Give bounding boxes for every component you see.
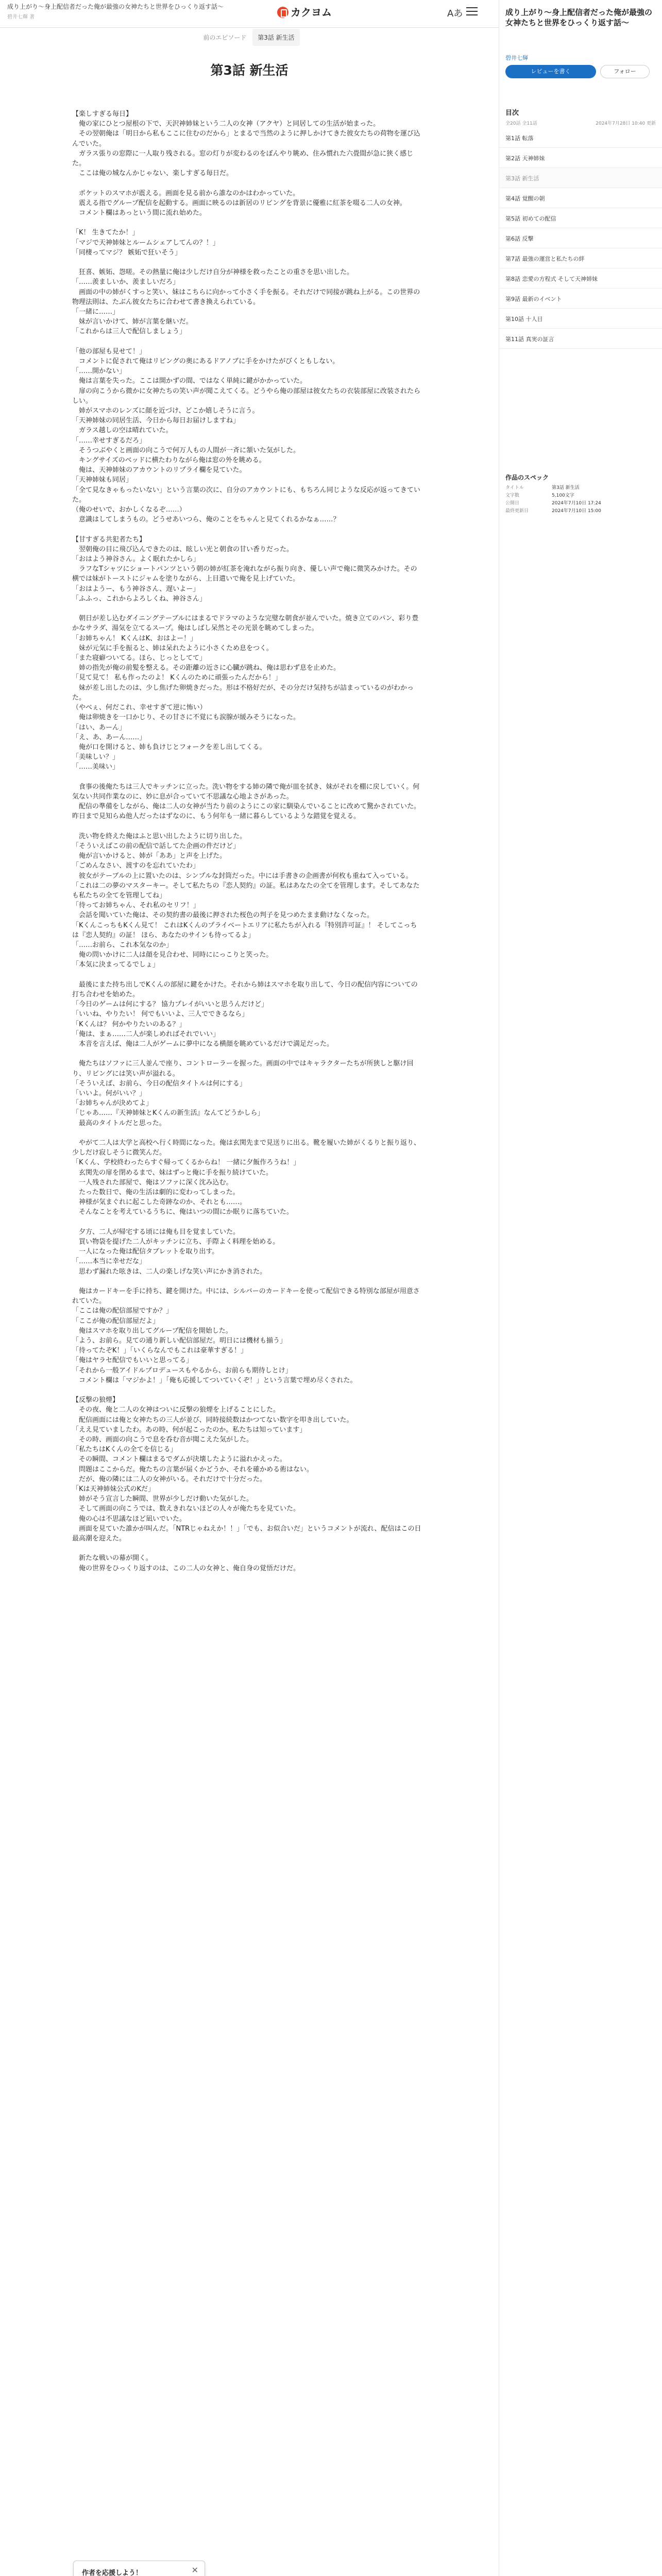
- cheer-popup: [73, 2561, 205, 2576]
- body-paragraph: 「全て見なきゃもったいない」という言葉の次に、自分のアカウントにも、もちろん同じような反応が返ってきていた。: [72, 486, 420, 504]
- body-paragraph: 俺の問いかけに二人は顔を見合わせ、同時ににっこりと笑った。: [72, 951, 273, 959]
- body-paragraph: 「Kくん、学校終わったらすぐ帰ってくるからね！ 一緒に夕飯作ろうね！」: [72, 1159, 300, 1167]
- body-paragraph: ここは俺の城なんかじゃない、楽しすぎる毎日だ。: [72, 170, 233, 178]
- review-button[interactable]: レビューを書く: [505, 65, 596, 78]
- body-paragraph: [72, 970, 422, 980]
- body-paragraph: ガラス張りの窓際に一人取り残される。窓の灯りが変わるのをぼんやり眺め、住み慣れた六畳間が急に狭く感じた。: [72, 149, 414, 168]
- body-paragraph: 意識はしてしまうもの。どうせあいつら、俺のことをちゃんと見てくれるかなぁ……？: [72, 516, 340, 524]
- body-paragraph: 最高のタイトルだと思った。: [72, 1119, 166, 1127]
- body-paragraph: 翌朝俺の目に飛び込んできたのは、眩しい光と朝食の甘い香りだった。: [72, 545, 294, 553]
- body-paragraph: 「お姉ちゃん！ KくんはK、おはよー！」: [72, 634, 197, 642]
- body-paragraph: [72, 1217, 422, 1227]
- body-paragraph: 俺の世界をひっくり返すのは、この二人の女神と、俺自身の覚悟だけだ。: [72, 1564, 300, 1572]
- sidebar-author-link[interactable]: 碧井七輝: [505, 55, 528, 61]
- body-paragraph: 俺は卵焼きを一口かじり、その甘さに不覚にも涙腺が緩みそうになった。: [72, 714, 300, 722]
- body-paragraph: 玄関先の扉を閉めるまで、妹はずっと俺に手を振り続けていた。: [72, 1168, 273, 1177]
- body-paragraph: ポケットのスマホが震える。画面を見る前から誰なのかはわかっていた。: [72, 189, 300, 197]
- toc-item[interactable]: 第6話 反撃: [499, 228, 662, 248]
- body-paragraph: 配信画面には俺と女神たちの三人が並び、同時接続数はかつてない数字を叩き出していた。: [72, 1416, 353, 1424]
- toc-item[interactable]: 第1話 転落: [499, 128, 662, 148]
- body-paragraph: 「おはよう神谷さん。よく眠れたかしら」: [72, 555, 200, 564]
- author-link[interactable]: 碧井七輝 著: [7, 14, 35, 20]
- body-paragraph: [72, 772, 422, 782]
- body-paragraph: 妹が元気に手を振ると、姉は呆れたように小さくため息をつく。: [72, 644, 273, 652]
- toc-item[interactable]: 第9話 最新のイベント: [499, 289, 662, 309]
- body-paragraph: 姉の指先が俺の前髪を整える。その距離の近さに心臓が跳ね、俺は思わず息を止めた。: [72, 664, 341, 672]
- spec-key: タイトル: [505, 485, 524, 490]
- body-paragraph: [72, 524, 422, 534]
- toc-item[interactable]: 第11話 真実の証言: [499, 329, 662, 349]
- body-paragraph: [72, 1544, 422, 1553]
- follow-button[interactable]: フォロー: [600, 65, 650, 78]
- body-paragraph: 「マジで天神姉妹とルームシェアしてんの？！」: [72, 239, 219, 247]
- spec-value: 2024年7月10日 17:24: [552, 501, 601, 506]
- body-paragraph: [72, 178, 422, 188]
- body-paragraph: 「はい、あーん」: [72, 723, 126, 732]
- body-paragraph: 「待ってたぞK！」「いくらなんでもこれは豪華すぎる！」: [72, 1347, 248, 1355]
- body-paragraph: 「同棲ってマジ？ 嫉妬で狂いそう」: [72, 248, 182, 257]
- body-paragraph: そして画面の向こうでは、数えきれないほどの人々が俺たちを見ていた。: [72, 1505, 300, 1513]
- body-paragraph: 「……本当に幸せだな」: [72, 1258, 146, 1266]
- body-paragraph: 俺たちはソファに三人並んで座り、コントローラーを握った。画面の中ではキャラクターたちが所狭しと駆け回り、リビングには笑い声が溢れる。: [72, 1060, 414, 1078]
- prev-episode-link[interactable]: 前のエピソード: [203, 34, 247, 41]
- body-paragraph: 「Kは天神姉妹公式のKだ」: [72, 1485, 155, 1494]
- body-paragraph: （俺のせいで、おかしくなるぞ……）: [72, 506, 186, 514]
- spec-key: 最終更新日: [505, 509, 529, 514]
- body-paragraph: 狂喜、嫉妬、怨嗟。その熱量に俺は少しだけ自分が神様を救ったことの重さを思い出した。: [72, 268, 354, 277]
- spec-value: 第3話 新生活: [552, 485, 580, 490]
- body-paragraph: [72, 822, 422, 832]
- body-paragraph: [72, 1128, 422, 1138]
- body-paragraph: 「……美味い」: [72, 763, 120, 771]
- body-paragraph: 「今日のゲームは何にする？ 協力プレイがいいと思うんだけど」: [72, 1001, 268, 1009]
- body-paragraph: 「俺はヤラセ配信でもいいと思ってる」: [72, 1357, 193, 1365]
- body-paragraph: 「ここが俺の配信部屋だよ」: [72, 1317, 160, 1325]
- episode-body: [72, 109, 422, 1573]
- toc-count: 全20話 全11話: [505, 121, 537, 126]
- body-paragraph: [72, 1385, 422, 1395]
- body-paragraph: [72, 218, 422, 228]
- body-paragraph: 朝日が差し込むダイニングテーブルにはまるでドラマのような完璧な朝食が並んでいた。焼き立てのパン、彩り豊かなサラダ、湯気を立てるスープ。俺はしばし呆然とその光景を眺めてしまった。: [72, 615, 419, 633]
- body-paragraph: 「そういえば、お前ら、今日の配信タイトルは何にする」: [72, 1079, 246, 1088]
- body-paragraph: 「ふふっ、これからよろしくね、神谷さん」: [72, 595, 207, 603]
- body-paragraph: 妹が差し出したのは、少し焦げた卵焼きだった。形は不格好だが、その分だけ気持ちが詰まっているのがわかった。: [72, 684, 414, 702]
- body-paragraph: 食事の後俺たちは三人でキッチンに立った。洗い物をする姉の隣で俺が皿を拭き、妹がそれを棚に戻していく。何気ない共同作業なのに、妙に息が合っていて不思議な心地よさがあった。: [72, 783, 420, 801]
- body-paragraph: 扉の向こうから微かに女神たちの笑い声が聞こえてくる。どうやら俺の部屋は彼女たちの衣装部屋に改装されたらしい。: [72, 387, 421, 405]
- body-paragraph: 「え、あ、あーん……」: [72, 733, 146, 741]
- body-paragraph: 一人残された部屋で、俺はソファに深く沈み込む。: [72, 1178, 233, 1187]
- spec-heading: 作品のスペック: [505, 474, 549, 481]
- body-paragraph: 配信の準備をしながら、俺は二人の女神が当たり前のようにこの家に馴染んでいることに改めて驚かされていた。昨日まで見知らぬ他人だったはずなのに、もう何年も一緒に暮らしているような錯覚を覚える。: [72, 803, 421, 821]
- body-paragraph: 「俺は、まぁ……二人が楽しめればそれでいい」: [72, 1030, 220, 1038]
- body-paragraph: その夜、俺と二人の女神はついに反撃の狼煙を上げることにした。: [72, 1406, 280, 1414]
- body-paragraph: コメントに促されて俺はリビングの奥にあるドアノブに手をかけたがびくともしない。: [72, 358, 340, 366]
- body-paragraph: 「天神姉妹も同居」: [72, 476, 133, 484]
- body-paragraph: [72, 337, 422, 347]
- body-paragraph: 最後にまた持ち出しでKくんの部屋に鍵をかけた。それから姉はスマホを取り出して、今日の配信内容についての打ち合わせを始めた。: [72, 980, 418, 998]
- body-paragraph: 「K！ 生きてたか！」: [72, 229, 139, 237]
- body-paragraph: [72, 1277, 422, 1286]
- body-paragraph: 「ええ見ていましたわ。あの時、何が起こったのか。私たちは知っています」: [72, 1426, 307, 1434]
- body-paragraph: 「よう、お前ら。見ての通り新しい配信部屋だ。明日には機材も揃う」: [72, 1336, 287, 1345]
- spec-list: [505, 484, 656, 515]
- toc-item[interactable]: 第8話 恋愛の方程式 そして天神姉妹: [499, 268, 662, 289]
- body-paragraph: 「見て見て！ 私も作ったのよ！ Kくんのために頑張ったんだから！」: [72, 674, 282, 682]
- body-paragraph: そんなことを考えているうちに、俺はいつの間にか眠りに落ちていた。: [72, 1208, 293, 1216]
- toc-item[interactable]: 第4話 覚醒の朝: [499, 188, 662, 208]
- body-paragraph: 「いいよ。何がいい？」: [72, 1089, 146, 1097]
- spec-key: 文字数: [505, 493, 520, 498]
- body-paragraph: 俺が言いかけると、姉が「ああ」と声を上げた。: [72, 852, 227, 860]
- site-logo[interactable]: [277, 4, 332, 19]
- cheer-popup-title: 作者を応援しよう！: [82, 2569, 143, 2576]
- body-paragraph: ラフなTシャツにショートパンツという朝の姉が紅茶を淹れながら振り向き、優しい声で俺に微笑みかけた。その横では妹がトーストにジャムを塗りながら、上目遣いで俺を見上げていた。: [72, 565, 417, 583]
- body-paragraph: 画面の中の姉がくすっと笑い、妹はこちらに向かって小さく手を振る。それだけで同接が跳ね上がる。この世界の物理法則は、たぶん彼女たちに合わせて書き換えられている。: [72, 288, 420, 306]
- toc-heading: 目次: [505, 109, 519, 117]
- body-paragraph: 夕方、二人が帰宅する頃には俺も目を覚ましていた。: [72, 1228, 240, 1236]
- body-paragraph: 画面を見ていた誰かが叫んだ。「NTRじゃねえか！！」「でも、お似合いだ」というコメントが流れ、配信はこの日最高潮を迎えた。: [72, 1524, 421, 1543]
- body-paragraph: そうつぶやくと画面の向こうで何万人もの人間が一斉に頷いた気がした。: [72, 446, 300, 454]
- body-paragraph: 妹が言いかけて、姉が言葉を継いだ。: [72, 318, 193, 326]
- body-paragraph: だが、俺の隣には二人の女神がいる。それだけで十分だった。: [72, 1475, 267, 1483]
- body-paragraph: [72, 258, 422, 267]
- body-paragraph: 俺の心は不思議なほど凪いでいた。: [72, 1515, 186, 1523]
- body-paragraph: （やべぇ、何だこれ、幸せすぎて逆に怖い）: [72, 704, 207, 712]
- body-paragraph: 「天神姉妹の同居生活、今日から毎日お届けしますね」: [72, 417, 240, 425]
- hamburger-icon[interactable]: [466, 7, 478, 15]
- body-paragraph: コメント欄は「マジかよ！」「俺も応援してついていくぞ！」という言葉で埋め尽くされた。: [72, 1376, 357, 1384]
- body-paragraph: 彼女がテーブルの上に置いたのは、シンプルな封筒だった。中には手書きの企画書が何枚も重ねて入っている。: [72, 872, 413, 880]
- sidebar-work-title[interactable]: 成り上がり〜身上配信者だった俺が最強の女神たちと世界をひっくり返す話〜: [505, 8, 653, 27]
- body-paragraph: 俺はカードキーを手に持ち、鍵を開けた。中には、シルバーのカードキーを使って配信できる特別な部屋が用意されていた。: [72, 1287, 420, 1306]
- episode-title: 第3話 新生活: [210, 63, 288, 78]
- body-paragraph: 「おはようー、もう神谷さん、遅いよー」: [72, 585, 200, 593]
- body-paragraph: 【甘すぎる共犯者たち】: [72, 535, 146, 544]
- body-paragraph: 俺は、天神姉妹のアカウントのリプライ欄を見ていた。: [72, 466, 246, 474]
- body-paragraph: 「……幸せすぎるだろ」: [72, 436, 146, 445]
- body-paragraph: 思わず漏れた呟きは、二人の楽しげな笑い声にかき消された。: [72, 1267, 267, 1276]
- body-paragraph: 俺はスマホを取り出してグループ配信を開始した。: [72, 1327, 232, 1335]
- body-paragraph: 「……お前ら、これ本気なのか」: [72, 941, 173, 949]
- body-paragraph: 【反撃の狼煙】: [72, 1396, 120, 1404]
- body-paragraph: 俺は言葉を失った。ここは開かずの間、ではなく単純に鍵がかかっていた。: [72, 377, 307, 385]
- body-paragraph: 「他の部屋も見せて！」: [72, 347, 146, 355]
- body-paragraph: 「美味しい？」: [72, 753, 120, 761]
- body-paragraph: 会話を聞いていた俺は、その契約書の最後に押された桜色の判子を見つめたまま動けなくなった。: [72, 911, 374, 920]
- body-paragraph: 一人になった俺は配信タブレットを取り出す。: [72, 1248, 219, 1256]
- close-icon[interactable]: ✕: [191, 2565, 198, 2575]
- body-paragraph: たった数日で、俺の生活は劇的に変わってしまった。: [72, 1188, 240, 1196]
- body-paragraph: ガラス越しの空は晴れていた。: [72, 427, 173, 435]
- toc-list: [499, 128, 662, 349]
- spec-row: [505, 500, 656, 507]
- body-paragraph: 「これは二の夢のマスターキー。そして私たちの『恋人契約』の証。私はあなたの全てを管理します。そしてあなたも私たちの全てを管理してね」: [72, 882, 420, 900]
- episode-nav-top: [0, 28, 499, 46]
- spec-row: [505, 484, 656, 492]
- body-paragraph: 「KくんこっちもKくん見て！ これはKくんのプライベートエリアに私たちが入れる『特別許可証』！ そしてこっちは『恋人契約』の証！ ほら、あなたのサインも待ってるよ」: [72, 921, 417, 939]
- toc-item[interactable]: 第3話 新生活: [499, 168, 662, 188]
- body-paragraph: 問題はここからだ。俺たちの言葉が届くかどうか、それを確かめる術はない。: [72, 1465, 314, 1473]
- body-paragraph: その時、画面の向こうで息を呑む音が聞こえた気がした。: [72, 1436, 253, 1444]
- kakuyomu-logo-icon: [277, 7, 288, 18]
- body-paragraph: 「私たちはKくんの全てを信じる」: [72, 1446, 177, 1454]
- body-paragraph: やがて二人は大学と高校へ行く時間になった。俺は玄関先まで見送りに出る。靴を履いた姉がくるりと振り返り、少しだけ寂しそうに微笑んだ。: [72, 1139, 421, 1157]
- body-paragraph: 「じゃあ……『天神姉妹とKくんの新生活』なんてどうかしら」: [72, 1109, 264, 1117]
- current-episode-label: 第3話 新生活: [252, 29, 299, 46]
- spec-value: 5,100文字: [552, 493, 574, 498]
- font-size-button[interactable]: Aあ: [447, 8, 463, 19]
- logo-text: カクヨム: [291, 6, 332, 19]
- body-paragraph: [72, 1049, 422, 1059]
- toc-item[interactable]: 第2話 天神姉妹: [499, 148, 662, 168]
- body-paragraph: その瞬間、コメント欄はまるでダムが決壊したように溢れかえった。: [72, 1455, 286, 1464]
- spec-row: [505, 492, 656, 500]
- body-paragraph: 「それから一般アイドルプロデュースもやるから、お前らも期待しとけ」: [72, 1366, 292, 1375]
- spec-value: 2024年7月10日 15:00: [552, 509, 601, 514]
- body-paragraph: 俺の家にひとつ屋根の下で、天沢神姉妹という二人の女神（アクヤ）と同居しての生活が始まった。: [72, 120, 380, 128]
- body-paragraph: 「待ってお姉ちゃん、それ私のセリフ！」: [72, 902, 200, 910]
- body-paragraph: コメント欄はあっという間に流れ始めた。: [72, 209, 206, 217]
- body-paragraph: 洗い物を終えた俺はふと思い出したように切り出した。: [72, 832, 247, 840]
- body-paragraph: 「Kくんは？ 何かやりたいのある？」: [72, 1020, 186, 1028]
- body-paragraph: 【楽しすぎる毎日】: [72, 110, 133, 118]
- spec-row: [505, 507, 656, 515]
- body-paragraph: 「いいね、やりたい！ 何でもいいよ、三人でできるなら」: [72, 1010, 249, 1019]
- body-paragraph: 「一緒に……」: [72, 308, 120, 316]
- toc-item[interactable]: 第5話 初めての配信: [499, 208, 662, 228]
- body-paragraph: 新たな戦いの幕が開く。: [72, 1554, 152, 1563]
- toc-item[interactable]: 第7話 最強の運営と私たちの絆: [499, 248, 662, 268]
- body-paragraph: 買い物袋を提げた二人がキッチンに立ち、手際よく料理を始める。: [72, 1238, 280, 1246]
- spec-key: 公開日: [505, 501, 520, 506]
- work-title-link[interactable]: 成り上がり〜身上配信者だった俺が最強の女神たちと世界をひっくり返す話〜: [7, 3, 224, 10]
- body-paragraph: 「また寝癖ついてる。ほら、じっとしてて」: [72, 654, 207, 663]
- body-paragraph: 「……開かない」: [72, 367, 126, 376]
- body-paragraph: 「ごめんなさい、渡すのを忘れていたわ」: [72, 862, 200, 870]
- body-paragraph: 「これからは三人で配信しましょう」: [72, 328, 186, 336]
- sidebar: [499, 0, 661, 2576]
- body-paragraph: 姉がスマホのレンズに顔を近づけ、どこか嬉しそうに言う。: [72, 407, 259, 415]
- body-paragraph: 本音を言えば、俺は二人がゲームに夢中になる横顔を眺めているだけで満足だった。: [72, 1040, 334, 1048]
- toc-updated: 2024年7月28日 10:40 更新: [596, 121, 656, 126]
- body-paragraph: 「本気に決まってるでしょ」: [72, 961, 159, 969]
- body-paragraph: [72, 604, 422, 614]
- body-paragraph: 「……羨ましいか、羨ましいだろ」: [72, 278, 180, 286]
- body-paragraph: 俺が口を開けると、姉も負けじとフォークを差し出してくる。: [72, 743, 266, 751]
- toc-item[interactable]: 第10話 十人目: [499, 309, 662, 329]
- body-paragraph: 「そういえばこの前の配信で話してた企画の件だけど」: [72, 842, 240, 850]
- body-paragraph: 震える指でグループ配信を起動する。画面に映るのは新居のリビングを背景に優雅に紅茶を啜る二人の女神。: [72, 199, 406, 207]
- body-paragraph: 「お姉ちゃんが決めてよ」: [72, 1099, 153, 1108]
- body-paragraph: 姉がそう宣言した瞬間、世界が少しだけ動いた気がした。: [72, 1495, 253, 1503]
- body-paragraph: 神様が気まぐれに起こした奇跡なのか、それとも……。: [72, 1198, 247, 1207]
- body-paragraph: その翌朝俺は「明日から私もここに住むのだから」とまるで当然のように押しかけてきた彼女たちの荷物を運び込んでいた。: [72, 130, 420, 148]
- body-paragraph: 「ここは俺の配信部屋ですか？」: [72, 1307, 173, 1315]
- toc-meta: [505, 120, 656, 126]
- body-paragraph: キングサイズのベッドに横たわりながら俺は窓の外を眺める。: [72, 456, 266, 465]
